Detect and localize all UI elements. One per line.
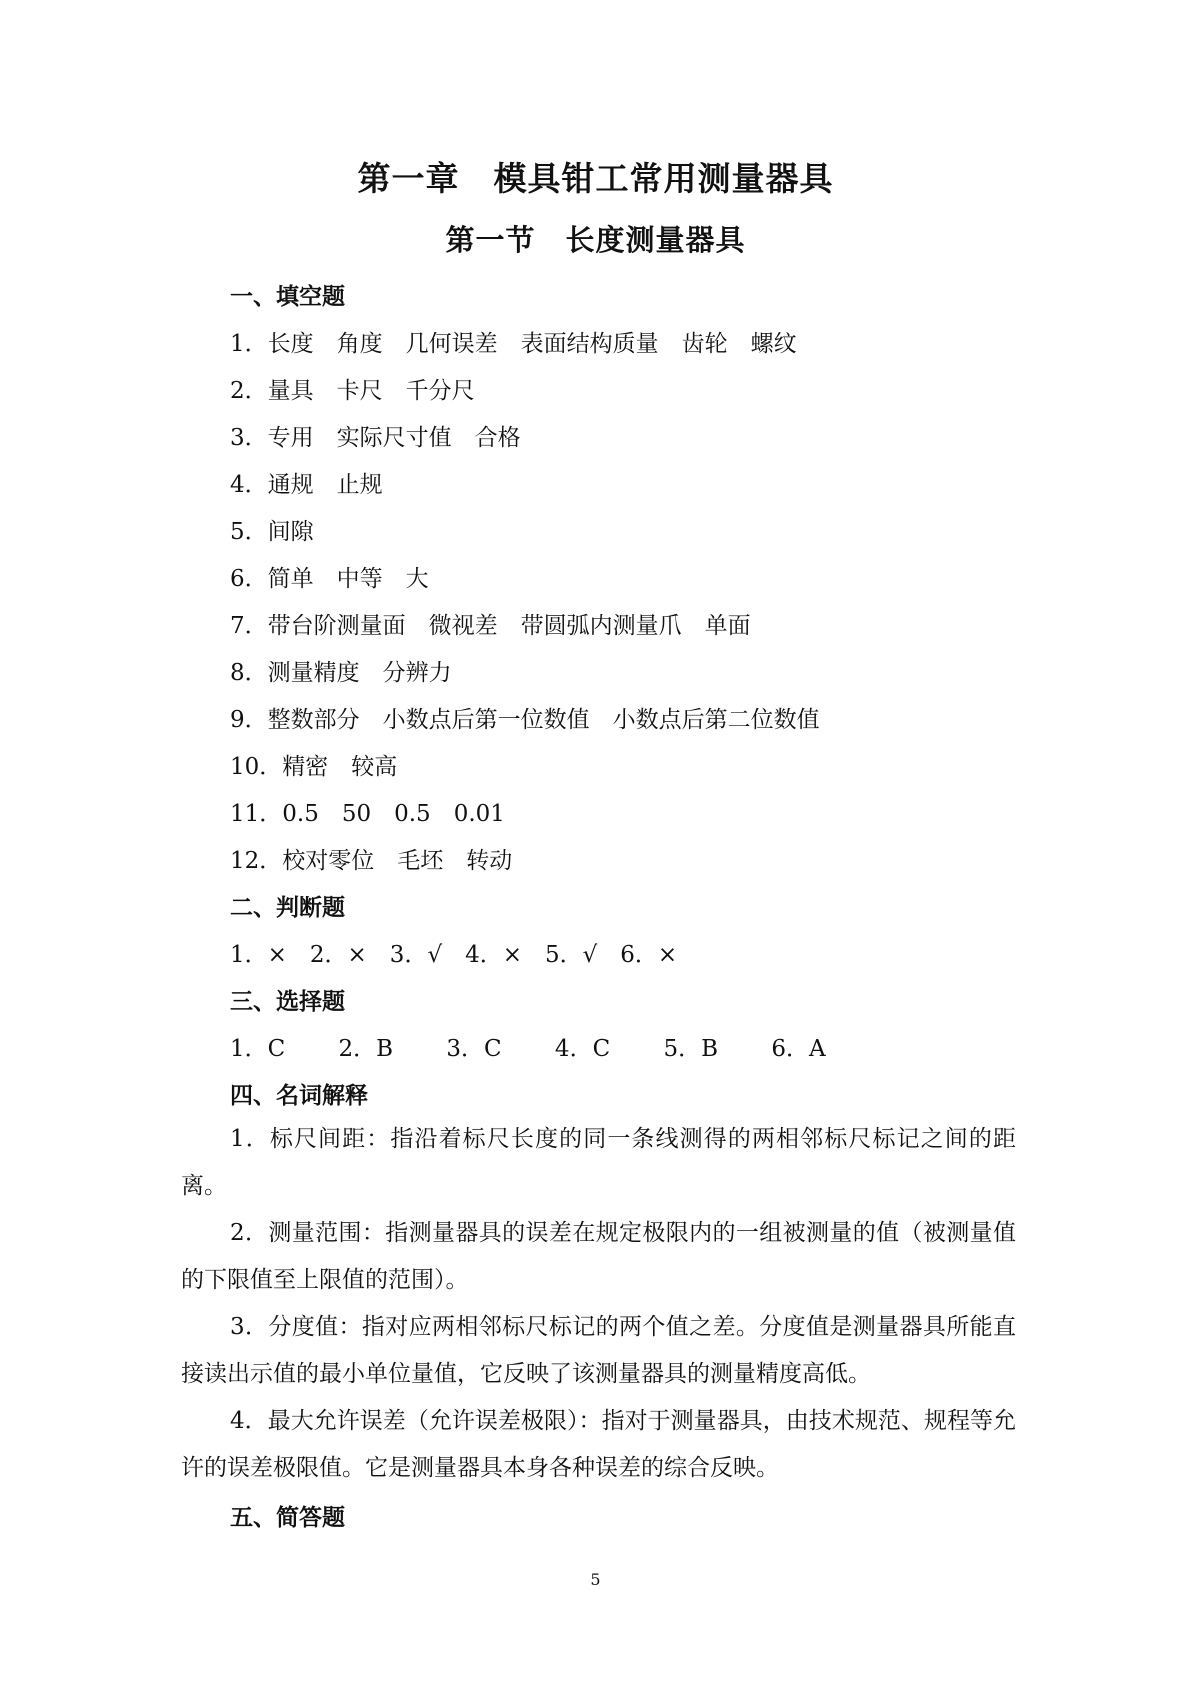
fill-in-answer: 4．通规 止规 [230, 472, 383, 498]
chapter-title: 第一章 模具钳工常用测量器具 [357, 159, 834, 198]
true-false-answers: 1．× 2．× 3．√ 4．× 5．√ 6．× [230, 942, 678, 968]
fill-in-answer: 5．间隙 [230, 519, 314, 545]
fill-in-answer: 9．整数部分 小数点后第一位数值 小数点后第二位数值 [230, 707, 820, 733]
fill-in-answer: 7．带台阶测量面 微视差 带圆弧内测量爪 单面 [230, 613, 751, 639]
multiple-choice-heading: 三、选择题 [230, 988, 345, 1015]
section-title: 第一节 长度测量器具 [445, 223, 746, 257]
multiple-choice-answers: 1．C 2．B 3．C 4．C 5．B 6．A [230, 1036, 826, 1062]
term-definition-paragraph: 1．标尺间距：指沿着标尺长度的同一条线测得的两相邻标尺标记之间的距离。 [181, 1126, 1016, 1199]
fill-in-answer: 8．测量精度 分辨力 [230, 660, 452, 686]
term-definition-paragraph: 4．最大允许误差（允许误差极限）：指对于测量器具，由技术规范、规程等允许的误差极限值。它是测量器具本身各种误差的综合反映。 [181, 1408, 1016, 1481]
term-definition-paragraph: 2．测量范围：指测量器具的误差在规定极限内的一组被测量的值（被测量值的下限值至上限值的范围）。 [181, 1220, 1016, 1293]
term-definition-heading: 四、名词解释 [230, 1082, 368, 1109]
fill-in-answer: 1．长度 角度 几何误差 表面结构质量 齿轮 螺纹 [230, 331, 797, 357]
true-false-heading: 二、判断题 [230, 894, 345, 921]
fill-in-answer: 6．简单 中等 大 [230, 566, 429, 592]
fill-in-answer: 10．精密 较高 [230, 754, 398, 780]
fill-in-answer: 11．0.5 50 0.5 0.01 [230, 801, 505, 827]
short-answer-heading: 五、简答题 [230, 1504, 345, 1531]
page-number: 5 [590, 1570, 601, 1589]
fill-in-answer: 12．校对零位 毛坯 转动 [230, 848, 513, 874]
fill-in-answer: 3．专用 实际尺寸值 合格 [230, 425, 521, 451]
term-definition-paragraph: 3．分度值：指对应两相邻标尺标记的两个值之差。分度值是测量器具所能直接读出示值的最小单位量值，它反映了该测量器具的测量精度高低。 [181, 1314, 1016, 1387]
fill-in-heading: 一、填空题 [230, 283, 345, 310]
fill-in-answer: 2．量具 卡尺 千分尺 [230, 378, 475, 404]
